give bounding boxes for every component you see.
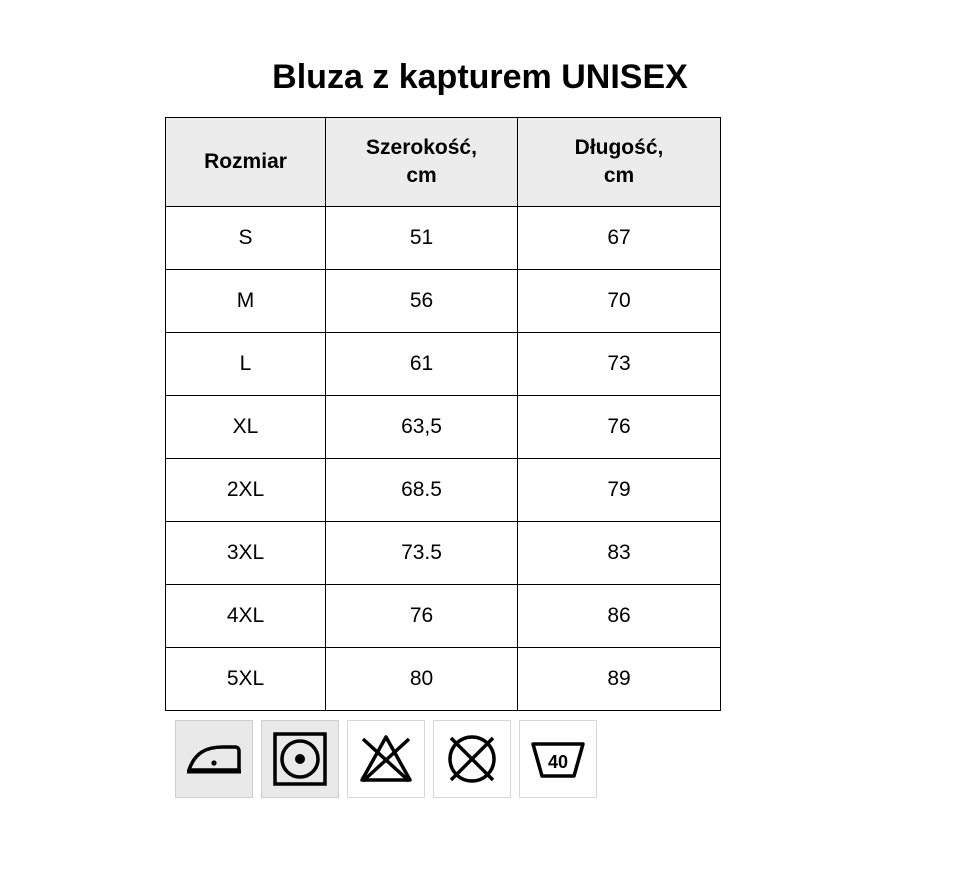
size-table — [165, 117, 721, 711]
cell-width: 80 — [326, 648, 518, 711]
column-header-width-line1: Szerokość, — [366, 135, 477, 159]
cell-length: 89 — [518, 648, 721, 711]
cell-length: 73 — [518, 333, 721, 396]
cell-size: 5XL — [166, 648, 326, 711]
cell-size: 3XL — [166, 522, 326, 585]
table-row — [166, 270, 721, 333]
table-row — [166, 207, 721, 270]
table-row — [166, 585, 721, 648]
cell-length: 83 — [518, 522, 721, 585]
cell-length: 67 — [518, 207, 721, 270]
table-header-row — [166, 118, 721, 207]
table-row — [166, 333, 721, 396]
table-row — [166, 522, 721, 585]
care-symbols-row — [175, 720, 597, 798]
cell-width: 61 — [326, 333, 518, 396]
cell-length: 70 — [518, 270, 721, 333]
do-not-dry-clean-icon — [445, 732, 499, 786]
care-symbol-tumble-dry — [261, 720, 339, 798]
cell-width: 68.5 — [326, 459, 518, 522]
care-symbol-do-not-dry-clean — [433, 720, 511, 798]
cell-size: L — [166, 333, 326, 396]
cell-size: 2XL — [166, 459, 326, 522]
cell-width: 56 — [326, 270, 518, 333]
care-symbol-wash-40 — [519, 720, 597, 798]
tumble-dry-normal-icon — [272, 731, 328, 787]
cell-length: 86 — [518, 585, 721, 648]
table-row — [166, 648, 721, 711]
cell-size: M — [166, 270, 326, 333]
wash-40-icon — [529, 736, 587, 782]
cell-width: 51 — [326, 207, 518, 270]
column-header-size-line1: Rozmiar — [204, 149, 287, 173]
column-header-width-line2: cm — [406, 164, 437, 187]
svg-text:40: 40 — [547, 752, 569, 772]
column-header-width — [326, 118, 518, 207]
column-header-length-line1: Długość, — [574, 135, 664, 159]
table-header — [166, 118, 721, 207]
page-title: Bluza z kapturem UNISEX — [272, 58, 688, 96]
column-header-length-line2: cm — [603, 164, 635, 187]
table-row — [166, 396, 721, 459]
cell-size: XL — [166, 396, 326, 459]
table-body — [166, 207, 721, 711]
table-row — [166, 459, 721, 522]
care-symbol-iron — [175, 720, 253, 798]
cell-length: 79 — [518, 459, 721, 522]
column-header-length — [518, 118, 721, 207]
cell-width: 76 — [326, 585, 518, 648]
iron-low-heat-icon — [185, 738, 243, 780]
column-header-size — [166, 118, 326, 207]
cell-width: 73.5 — [326, 522, 518, 585]
cell-size: S — [166, 207, 326, 270]
cell-size: 4XL — [166, 585, 326, 648]
cell-width: 63,5 — [326, 396, 518, 459]
cell-length: 76 — [518, 396, 721, 459]
do-not-bleach-icon — [358, 733, 414, 785]
size-table-container — [165, 117, 720, 711]
care-symbol-do-not-bleach — [347, 720, 425, 798]
